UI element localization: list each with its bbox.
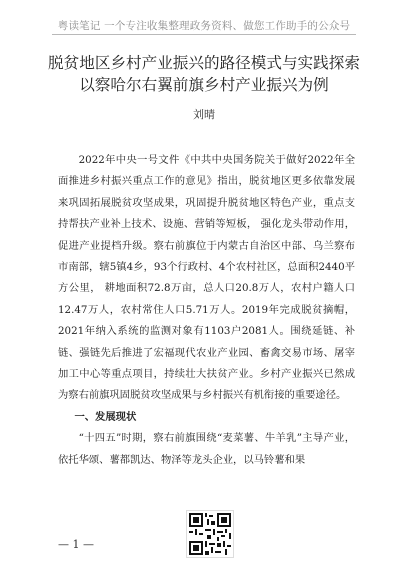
document-title [30,52,378,96]
header-text: 粤读笔记 一个专注收集整理政务资料、做您工作助手的公众号 [57,20,351,32]
author-name: 刘晴 [193,108,215,121]
title-line-2: 以察哈尔右翼前旗乡村产业振兴为例 [79,76,329,94]
page-number: — 1 — [58,538,94,551]
section-heading: 一、发展现状 [74,410,137,423]
paragraph-status: “十四五”时期，察右前旗围绕“麦菜薯、牛羊乳”主导产业，依托华颂、薯都凯达、物泽等龙头企业，以马铃薯和果 [58,432,355,466]
paragraph-intro: 2022年中央一号文件《中共中央国务院关于做好2022年全面推进乡村振兴重点工作的意见》指出，脱贫地区更多依靠发展来巩固拓展脱贫攻坚成果，巩固提升脱贫地区特色产业，重点支持帮扶产业补上技术、设施、营销等短板， 强化龙头带动作用，促进产业提档升级。察右前旗位于内蒙古自治区中部、乌兰察布市南部，辖5镇4乡，93个行政村、4个农村社区，总面积2440平方公里， 耕地面积72.8万亩，总人口20.8万人，农村户籍人口12.47万人，农村常住人口5.71万人。2019年完成脱贫摘帽，2021年纳入系统的监测对象有1103户2081人。围绕延链、补链、强链先后推进了宏福现代农业产业园、畜禽交易市场、屠宰加工中心等重点项目，持续壮大扶贫产业。乡村产业振兴已然成为察右前旗巩固脱贫攻坚成果与乡村振兴有机衔接的重要途径。 [58,154,355,402]
title-line-1: 脱贫地区乡村产业振兴的路径模式与实践探索 [48,54,360,72]
qr-code-icon [186,510,234,558]
qr-code-graphic [187,511,233,557]
document-body [58,150,355,471]
page-header [52,14,356,35]
